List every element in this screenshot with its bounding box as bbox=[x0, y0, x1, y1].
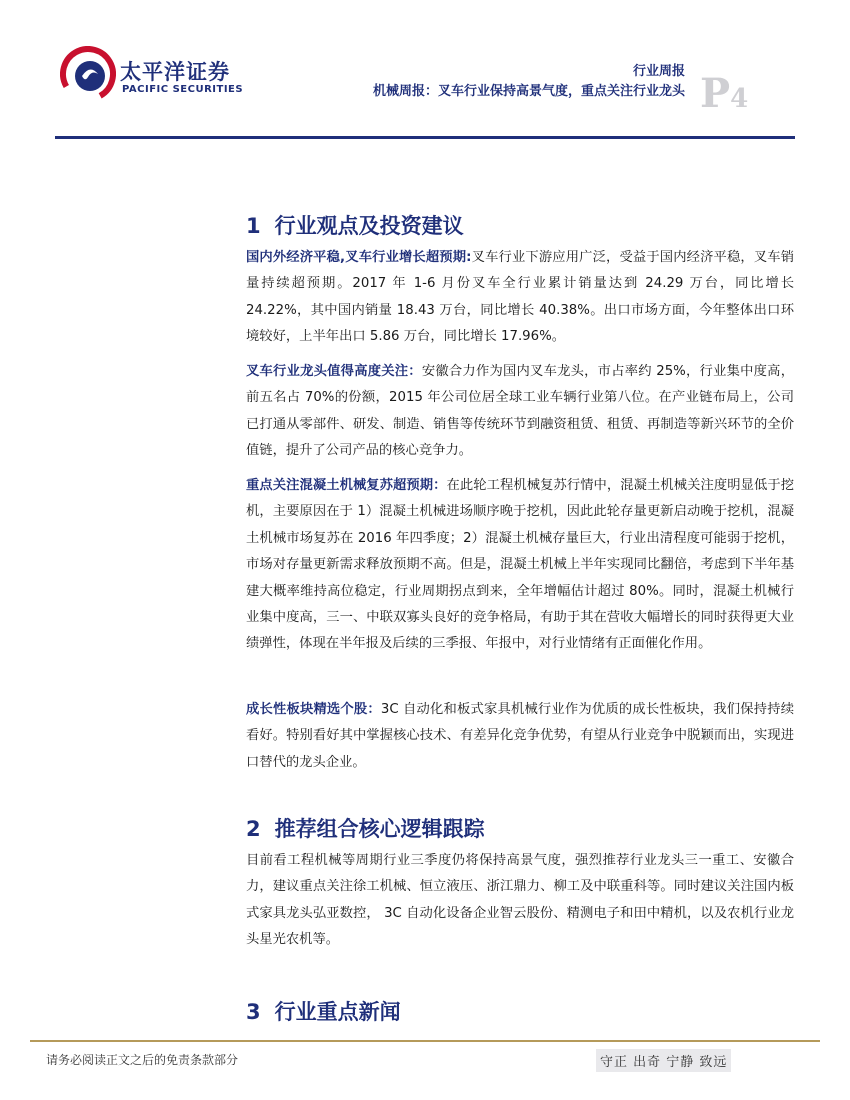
paragraph-text: 3C 自动化和板式家具机械行业作为优质的成长性板块，我们保持持续看好。特别看好其中掌握核心技术、有差异化竞争优势，有望从行业竞争中脱颖而出，实现进口替代的龙头企业。 bbox=[246, 702, 795, 770]
paragraph-lead: 成长性板块精选个股： bbox=[246, 702, 381, 717]
paragraph bbox=[246, 359, 794, 465]
section-heading bbox=[246, 996, 401, 1026]
company-logo bbox=[60, 46, 260, 108]
section-heading bbox=[246, 813, 485, 843]
footer-disclaimer: 请务必阅读正文之后的免责条款部分 bbox=[46, 1053, 239, 1067]
paragraph-text: 叉车行业下游应用广泛，受益于国内经济平稳，叉车销量持续超预期。2017 年 1-6 月份叉车全行业累计销量达到 24.29 万台，同比增长 24.22%，其中国内销量 18.43 万台，同比增长 40.38%。出口市场方面，今年整体出口环境较好，上半年出口 5.86 万台，同比增长 17.96%。 bbox=[246, 250, 795, 345]
paragraph bbox=[246, 473, 794, 658]
section-title: 行业重点新闻 bbox=[274, 1000, 401, 1024]
paragraph-text: 在此轮工程机械复苏行情中，混凝土机械关注度明显低于挖机，主要原因在于 1）混凝土机械进场顺序晚于挖机，因此此轮存量更新启动晚于挖机，混凝土机械市场复苏在 2016 年四季度；2）混凝土机械存量巨大，行业出清程度可能弱于挖机，市场对存量更新需求释放预期不高。但是，混凝土机械上半年实现同比翻倍，考虑到下半年基建大概率维持高位稳定，行业周期拐点到来，全年增幅估计超过 80%。同时，混凝土机械行业集中度高，三一、中联双寡头良好的竞争格局，有助于其在营收大幅增长的同时获得更大业绩弹性，体现在半年报及后续的三季报、年报中，对行业情绪有正面催化作用。 bbox=[246, 478, 795, 652]
section-heading bbox=[246, 210, 464, 240]
paragraph bbox=[246, 245, 794, 351]
page-number bbox=[700, 70, 748, 117]
section-number: 1 bbox=[246, 214, 261, 238]
footer-divider bbox=[30, 1040, 820, 1042]
paragraph-lead: 重点关注混凝土机械复苏超预期： bbox=[246, 478, 447, 493]
paragraph bbox=[246, 697, 794, 776]
paragraph-lead: 国内外经济平稳,叉车行业增长超预期: bbox=[246, 250, 472, 265]
paragraph bbox=[246, 848, 794, 954]
report-title: 机械周报：叉车行业保持高景气度，重点关注行业龙头 bbox=[372, 84, 685, 99]
paragraph-lead: 叉车行业龙头值得高度关注： bbox=[246, 364, 422, 379]
logo-english-name: PACIFIC SECURITIES bbox=[122, 84, 244, 95]
pacific-securities-logo-icon bbox=[60, 46, 116, 102]
page-prefix: P bbox=[700, 70, 731, 117]
section-title: 推荐组合核心逻辑跟踪 bbox=[274, 817, 485, 841]
section-title: 行业观点及投资建议 bbox=[274, 214, 464, 238]
logo-chinese-name: 太平洋证券 bbox=[120, 60, 230, 84]
paragraph-text: 安徽合力作为国内叉车龙头，市占率约 25%，行业集中度高，前五名占 70%的份额，2015 年公司位居全球工业车辆行业第八位。在产业链布局上，公司已打通从零部件、研发、制造、销售等传统环节到融资租赁、租赁、再制造等新兴环节的全价值链，提升了公司产品的核心竞争力。 bbox=[246, 364, 795, 459]
paragraph-text: 目前看工程机械等周期行业三季度仍将保持高景气度，强烈推荐行业龙头三一重工、安徽合力，建议重点关注徐工机械、恒立液压、浙江鼎力、柳工及中联重科等。同时建议关注国内板式家具龙头弘亚数控， 3C 自动化设备企业智云股份、精测电子和田中精机，以及农机行业龙头星光农机等。 bbox=[246, 853, 794, 948]
header-divider bbox=[55, 136, 795, 139]
section-number: 2 bbox=[246, 817, 261, 841]
footer-motto: 守正 出奇 宁静 致远 bbox=[596, 1049, 731, 1072]
report-type: 行业周报 bbox=[632, 64, 685, 79]
section-number: 3 bbox=[246, 1000, 261, 1024]
page-number-value: 4 bbox=[730, 84, 749, 114]
